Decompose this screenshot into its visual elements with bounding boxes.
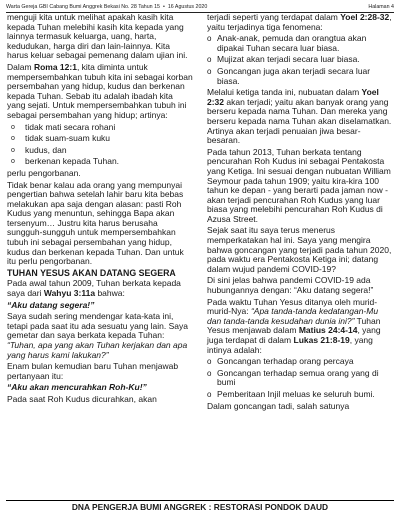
list-item: o Goncangan juga akan terjadi secara luar biasa. (207, 65, 371, 86)
list-item: o tidak suam-suam kuku (7, 134, 193, 144)
paragraph: Di sini jelas bahwa pandemi COVID-19 ada hubungannya dengan: “Aku datang segera!” (207, 275, 374, 296)
list-item: o Goncangan terhadap orang percaya (207, 356, 354, 367)
publication-title: Warta Gereja GBI Cabang Bumi Anggrek Bekasi No. 28 Tahun 15 • 16 Agustus 2020 (6, 4, 208, 10)
page-number: Halaman 4 (368, 4, 394, 10)
list-item: o Mujizat akan terjadi secara luar biasa. (207, 54, 360, 65)
circle-marker: o (207, 66, 212, 76)
paragraph: Tidak benar kalau ada orang yang mempunyai pengertian bahwa setelah lahir baru kita bebas melakukan apa saja dengan alasan: pasti Roh Kudus yang menuntun, sehingga Bapa akan tersenyum… Justru kita harus berusaha sungguh-sungguh untuk mempersembahkan tubuh ini sebagai persembahan yang hidup, kudus dan berkenan kepada Tuhan. Dan untuk itu perlu pengorbanan. (7, 179, 184, 267)
paragraph: Melalui ketiga tanda ini, nubuatan dalam Yoel 2:32 akan terjadi; yaitu akan banyak orang yang berseru kepada nama Tuhan. Dan mereka yang berseru kepada nama Tuhan akan diselamatkan. Artinya akan terjadi penuaian jiwa besar-besaran. (207, 87, 392, 146)
left-column (7, 13, 193, 407)
bullet-marker: o (11, 135, 15, 143)
paragraph: Pada waktu Tuhan Yesus ditanya oleh murid-murid-Nya: “Apa tanda-tanda kedatangan-Mu dan tanda-tanda kesudahan dunia ini?” Tuhan Yesus menjawab dalam Matius 24:4-14, yang juga terdapat di dalam Lukas 21:8-19, yang intinya adalah: (207, 296, 381, 355)
scripture-ref: Roma 12:1 (33, 61, 77, 72)
quote: “Aku datang segera!” (7, 299, 95, 310)
paragraph: Saya sudah sering mendengar kata-kata ini, tetapi pada saat itu ada sesuatu yang lain. Saya gemetar dan saya berkata kepada Tuhan: “Tuhan, apa yang akan Tuhan kerjakan dan apa yang harus kami lakukan?” (7, 311, 188, 360)
paragraph: terjadi seperti yang terdapat dalam Yoel 2:28-32, yaitu terjadinya tiga fenomena: (207, 12, 392, 32)
quote: “Aku akan mencurahkan Roh-Ku!” (7, 382, 147, 393)
list-item: o Pemberitaan Injil meluas ke seluruh bumi. (207, 388, 375, 399)
paragraph: Pada awal tahun 2009, Tuhan berkata kepada saya dari Wahyu 3:11a bahwa: (7, 278, 181, 299)
list-item: o Goncangan terhadap semua orang yang di bumi (207, 367, 379, 388)
paragraph: menguji kita untuk melihat apakah kasih kita kepada Tuhan melebihi kasih kita kepada yang lainnya termasuk keluarga, uang, harta, kedudukan, harga diri dan lain-lainnya. Kita harus keluar sebagai pemenang dalam ujian ini. (7, 12, 188, 61)
page-footer: DNA PENGERJA BUMI ANGGREK : RESTORASI PONDOK DAUD (6, 500, 394, 514)
list-item: o berkenan kepada Tuhan. (7, 157, 193, 167)
bullet-marker: o (11, 158, 15, 166)
paragraph: perlu pengorbanan. (7, 167, 81, 178)
circle-marker: o (207, 357, 212, 367)
list-item: o Anak-anak, pemuda dan orangtua akan dipakai Tuhan secara luar biasa. (207, 33, 367, 53)
scripture-ref: Wahyu 3:11a (43, 288, 96, 299)
paragraph: Pada tahun 2013, Tuhan berkata tentang pencurahan Roh Kudus ini sebagai Pentakosta yang Ketiga. Ini sesuai dengan nubuatan William Seymour pada tahun 1909; yaitu kira-kira 100 tahun ke depan - yang berarti pada jaman now - akan terjadi pencurahan Roh Kudus yang luar biasa yang melebihi pencurahan Roh Kudus di Azusa Street. (207, 146, 391, 224)
paragraph: Dalam Roma 12:1, kita diminta untuk mempersembahkan tubuh kita ini sebagai korban persembahan yang hidup, kudus dan berkenan kepada Tuhan. Sebab itu adalah ibadah kita yang sejati. Untuk mempersembahkan tubuh ini sebagai persembahan yang hidup; artinya: (7, 61, 193, 120)
circle-marker: o (207, 55, 212, 65)
paragraph: Sejak saat itu saya terus menerus memperkatakan hal ini. Saya yang mengira bahwa goncangan yang terjadi pada tahun 2020, pada waktu era Pentakosta Ketiga ini; datang dalam wujud pandemi COVID-19? (207, 225, 392, 274)
paragraph: Dalam goncangan tadi, salah satunya (207, 400, 350, 411)
bullet-marker: o (11, 123, 15, 131)
bullet-marker: o (11, 146, 15, 154)
circle-marker: o (207, 389, 212, 399)
list-item: o tidak mati secara rohani (7, 123, 193, 133)
scripture-ref: Lukas 21:8-19 (293, 335, 350, 345)
scripture-ref: Yoel 2:32 (207, 87, 379, 107)
list-item: o kudus, dan (7, 146, 193, 156)
paragraph: Pada saat Roh Kudus dicurahkan, akan (7, 393, 157, 404)
scripture-ref: Yoel 2:28-32 (340, 12, 390, 22)
circle-marker: o (207, 368, 212, 378)
scripture-ref: Matius 24:4-14 (298, 325, 358, 336)
paragraph: Enam bulan kemudian baru Tuhan menjawab pertanyaan itu: (7, 361, 179, 381)
section-heading: TUHAN YESUS AKAN DATANG SEGERA (7, 267, 176, 278)
circle-marker: o (207, 34, 212, 44)
right-column (207, 13, 393, 413)
issue-date: 16 Agustus 2020 (167, 4, 208, 10)
